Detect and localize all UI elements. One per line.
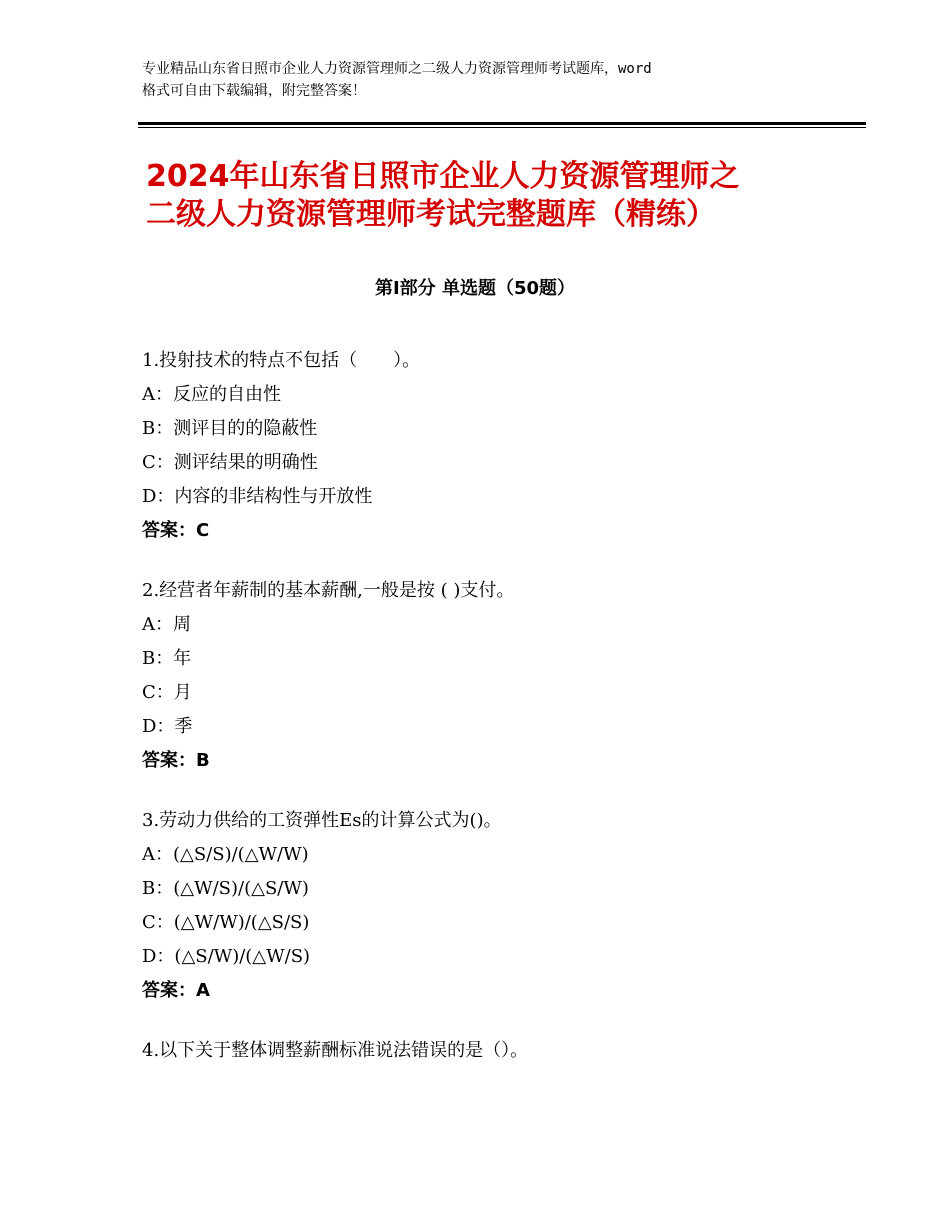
option-d: D：(△S/W)/(△W/S) xyxy=(142,946,311,967)
option-b: B：年 xyxy=(142,648,192,669)
answer: 答案：B xyxy=(142,750,210,771)
question-stem: 2.经营者年薪制的基本薪酬,一般是按 ( )支付。 xyxy=(142,580,515,601)
answer: 答案：A xyxy=(142,980,210,1001)
option-b: B：测评目的的隐蔽性 xyxy=(142,418,318,439)
answer: 答案：C xyxy=(142,520,210,541)
document-title xyxy=(146,158,846,234)
option-c: C：(△W/W)/(△S/S) xyxy=(142,912,310,933)
question-4 xyxy=(142,1034,842,1068)
question-stem: 3.劳动力供给的工资弹性Es的计算公式为()。 xyxy=(142,810,502,831)
header-rule-thick xyxy=(138,122,866,125)
question-3 xyxy=(142,804,842,1008)
option-a: A：周 xyxy=(142,614,191,635)
question-stem: 4.以下关于整体调整薪酬标准说法错误的是（）。 xyxy=(142,1040,529,1061)
header-rule-thin xyxy=(138,127,866,128)
header-note-line-2: 格式可自由下载编辑，附完整答案！ xyxy=(142,83,366,99)
question-1 xyxy=(142,344,842,548)
document-title-line-1: 2024年山东省日照市企业人力资源管理师之 xyxy=(146,159,740,194)
document-title-line-2: 二级人力资源管理师考试完整题库（精练） xyxy=(146,197,716,232)
option-b: B：(△W/S)/(△S/W) xyxy=(142,878,309,899)
option-d: D：内容的非结构性与开放性 xyxy=(142,486,373,507)
option-c: C：月 xyxy=(142,682,192,703)
header-note xyxy=(142,58,822,102)
option-a: A：(△S/S)/(△W/W) xyxy=(142,844,309,865)
header-note-line-1: 专业精品山东省日照市企业人力资源管理师之二级人力资源管理师考试题库，word xyxy=(142,61,652,77)
option-d: D：季 xyxy=(142,716,193,737)
option-a: A：反应的自由性 xyxy=(142,384,281,405)
question-stem: 1.投射技术的特点不包括（ ）。 xyxy=(142,350,421,371)
option-c: C：测评结果的明确性 xyxy=(142,452,318,473)
question-list xyxy=(142,344,842,1094)
question-2 xyxy=(142,574,842,778)
section-title: 第Ⅰ部分 单选题（50题） xyxy=(374,278,575,299)
